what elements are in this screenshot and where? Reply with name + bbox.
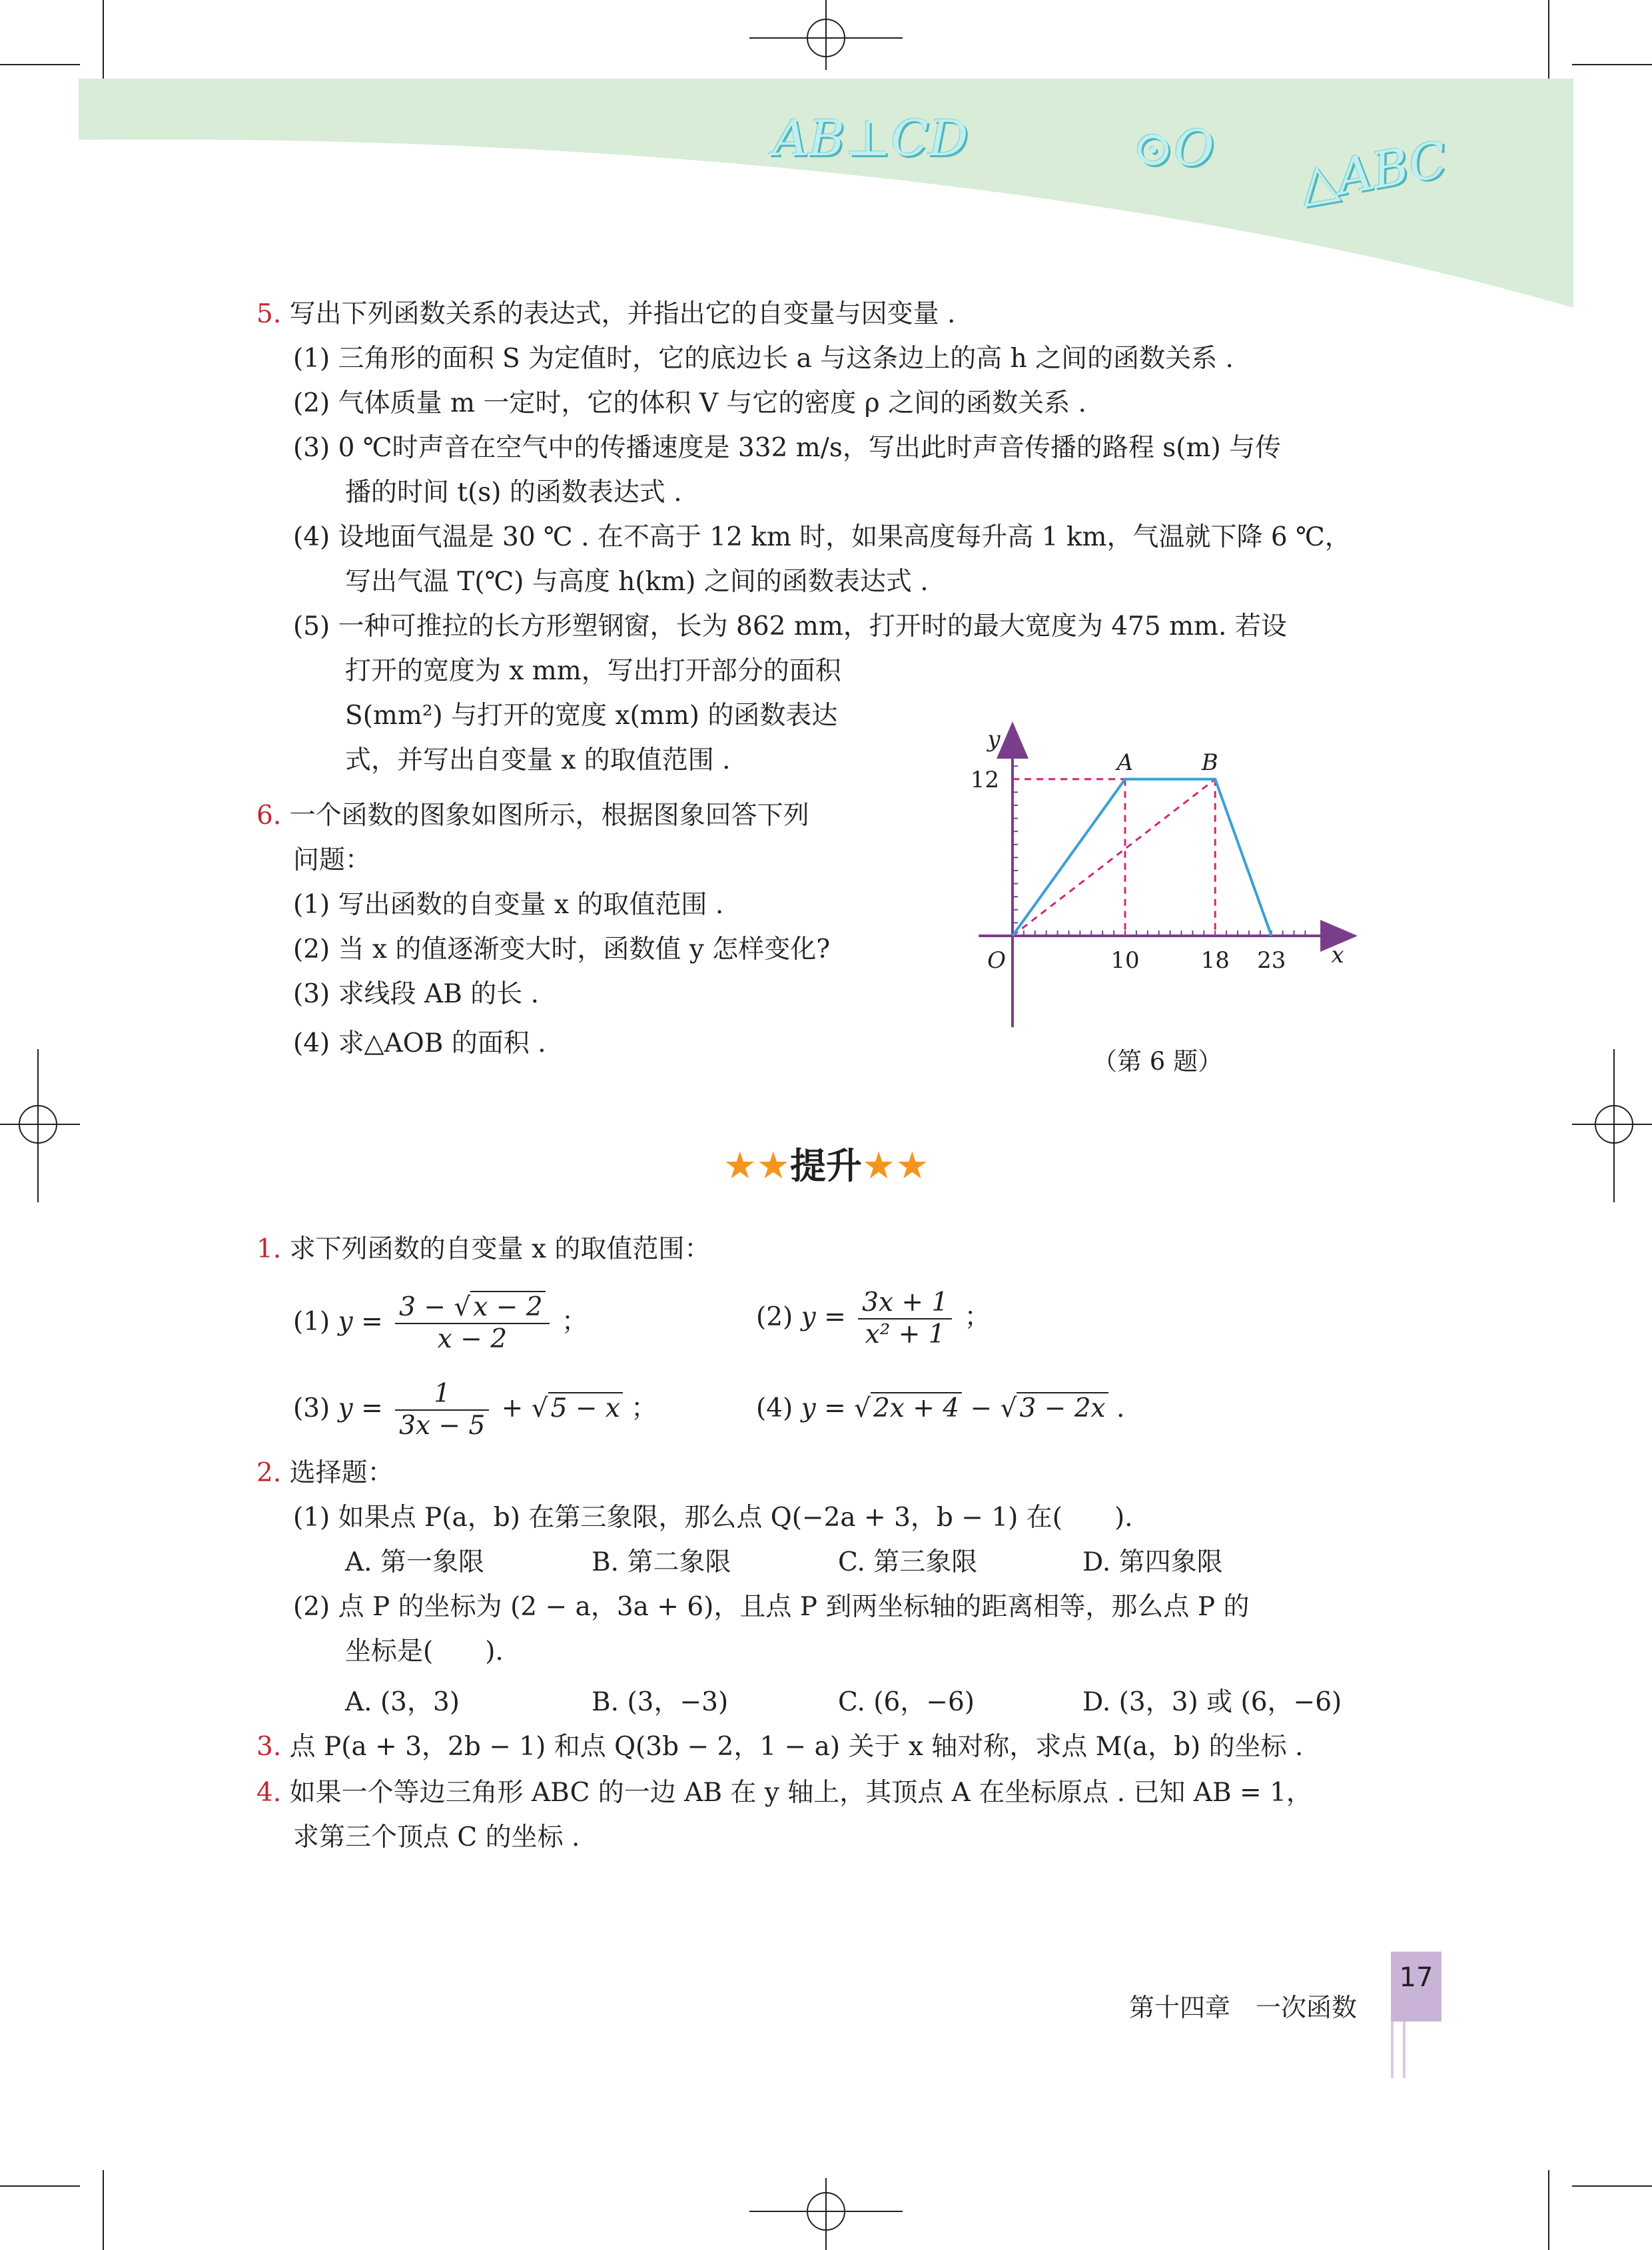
numerator: 3 − √ x − 2 <box>395 1292 549 1324</box>
label-y-axis: y <box>987 726 1001 753</box>
q5-part-3-line-1: (3) 0 ℃时声音在空气中的传播速度是 332 m/s，写出此时声音传播的路程 s(m) 与传 <box>293 433 1282 463</box>
t2-part-2-option-a: A. (3，3) <box>345 1687 460 1717</box>
q6-part-1: (1) 写出函数的自变量 x 的取值范围 . <box>293 890 724 920</box>
radicand: 2x + 4 <box>871 1392 962 1423</box>
t2-part-1: (1) 如果点 P(a，b) 在第三象限，那么点 Q(−2a + 3，b − 1) 在( ). <box>293 1503 1133 1533</box>
t1-stem <box>256 1232 710 1267</box>
q5-stem-text: 写出下列函数关系的表达式，并指出它的自变量与因变量 . <box>289 299 956 329</box>
t1-formula-4: (4) y = √ 2x + 4 − √ 3 − 2x . <box>756 1393 1125 1423</box>
header-symbol-circle: ⊙O <box>1132 120 1214 177</box>
t1-formula-2 <box>756 1284 991 1351</box>
numerator: 3x + 1 <box>858 1288 952 1319</box>
numerator: 1 <box>395 1379 489 1411</box>
label-x-axis: x <box>1331 942 1344 968</box>
star-icon: ★★ <box>723 1144 790 1188</box>
header-symbol-triangle: △ABC <box>1295 131 1451 213</box>
t2-part-2-option-c: C. (6，−6) <box>838 1687 975 1717</box>
q6-stem-text: 一个函数的图象如图所示，根据图象回答下列 <box>289 801 809 831</box>
page-tab-stripe <box>1391 2022 1442 2078</box>
fraction <box>858 1288 952 1350</box>
formula-y: y = <box>338 1307 383 1337</box>
t2-part-1-option-a: A. 第一象限 <box>345 1547 484 1577</box>
tick-label-y12: 12 <box>970 766 999 793</box>
q6-figure-caption: （第 6 题） <box>1092 1047 1223 1076</box>
q5-part-4-line-1: (4) 设地面气温是 30 ℃ . 在不高于 12 km 时，如果高度每升高 1 km，气温就下降 6 ℃， <box>293 522 1351 552</box>
q5-part-5-line-4: 式，并写出自变量 x 的取值范围 . <box>345 745 731 775</box>
q6-part-2: (2) 当 x 的值逐渐变大时，函数值 y 怎样变化? <box>293 935 831 964</box>
q5-part-5-line-3: S(mm²) 与打开的宽度 x(mm) 的函数表达 <box>345 701 838 731</box>
q5-part-5-line-2: 打开的宽度为 x mm，写出打开部分的面积 <box>345 656 841 686</box>
q5-part-4-line-2: 写出气温 T(℃) 与高度 h(km) 之间的函数表达式 . <box>345 567 929 597</box>
function-line <box>1013 779 1272 936</box>
radicand: 3 − 2x <box>1017 1392 1108 1423</box>
q6-number: 6. <box>256 801 282 831</box>
q6-stem-cont: 问题： <box>293 845 372 875</box>
section-title: 提升 <box>790 1145 862 1187</box>
formula-label: (1) <box>293 1307 330 1337</box>
formula-end: ； <box>562 1307 588 1337</box>
formula-end: ； <box>964 1302 991 1332</box>
denominator: x² + 1 <box>865 1319 945 1349</box>
tick-label-x10: 10 <box>1110 947 1140 974</box>
q6-part-4: (4) 求△AOB 的面积 . <box>293 1028 546 1058</box>
plus-sign: + <box>501 1393 524 1423</box>
t1-number: 1. <box>256 1234 282 1264</box>
q5-number: 5. <box>256 299 282 329</box>
t1-formula-1 <box>293 1289 588 1355</box>
fraction <box>395 1292 549 1355</box>
t4-text-cont: 求第三个顶点 C 的坐标 . <box>293 1822 580 1852</box>
t2-part-2-option-b: B. (3，−3) <box>592 1687 729 1717</box>
t3-number: 3. <box>256 1732 282 1762</box>
t4-item <box>256 1776 1312 1810</box>
formula-label: (4) <box>756 1393 793 1423</box>
section-heading <box>0 1144 1652 1197</box>
formula-label: (2) <box>756 1302 793 1332</box>
label-point-a: A <box>1116 749 1134 776</box>
segment-ob-dashed <box>1013 779 1215 936</box>
tick-label-x18: 18 <box>1200 947 1230 974</box>
q5-part-2: (2) 气体质量 m 一定时，它的体积 V 与它的密度 ρ 之间的函数关系 . <box>293 388 1086 418</box>
formula-y: y = <box>801 1302 846 1332</box>
t2-part-1-option-c: C. 第三象限 <box>838 1547 978 1577</box>
q5-part-3-line-2: 播的时间 t(s) 的函数表达式 . <box>345 478 682 508</box>
denominator: 3x − 5 <box>399 1411 486 1441</box>
t1-stem-text: 求下列函数的自变量 x 的取值范围： <box>289 1234 711 1264</box>
fraction <box>395 1379 489 1441</box>
formula-end: ； <box>631 1393 657 1423</box>
t2-part-1-option-b: B. 第二象限 <box>592 1547 731 1577</box>
q6-part-3: (3) 求线段 AB 的长 . <box>293 979 540 1009</box>
formula-y: y = <box>338 1393 383 1423</box>
q6-figure <box>953 679 1366 1052</box>
header-symbol-perpendicular: AB⊥CD <box>773 110 969 167</box>
q6-stem <box>256 799 809 833</box>
minus-sign: − <box>970 1393 993 1423</box>
tick-label-x23: 23 <box>1257 947 1286 974</box>
t4-number: 4. <box>256 1778 282 1808</box>
label-point-b: B <box>1201 749 1218 776</box>
t3-item <box>256 1730 1303 1764</box>
formula-label: (3) <box>293 1393 330 1423</box>
radicand: 5 − x <box>548 1392 623 1423</box>
t2-stem-text: 选择题： <box>289 1458 394 1488</box>
t2-part-1-option-d: D. 第四象限 <box>1082 1547 1223 1577</box>
t2-part-2-line-2: 坐标是( ). <box>345 1637 504 1667</box>
denominator: x − 2 <box>437 1324 508 1354</box>
t2-stem <box>256 1456 394 1491</box>
t4-text: 如果一个等边三角形 ABC 的一边 AB 在 y 轴上，其顶点 A 在坐标原点 . 已知 AB = 1， <box>289 1778 1312 1808</box>
formula-end: . <box>1116 1393 1125 1423</box>
q5-part-5-line-1: (5) 一种可推拉的长方形塑钢窗，长为 862 mm，打开时的最大宽度为 475 mm. 若设 <box>293 611 1287 641</box>
radicand: x − 2 <box>470 1291 545 1322</box>
q5-part-1: (1) 三角形的面积 S 为定值时，它的底边长 a 与这条边上的高 h 之间的函数关系 . <box>293 344 1234 374</box>
t1-formula-3: (3) y = $\frac{1}{3x - 5}$ + √ 5 − x ； <box>293 1379 657 1441</box>
numerator-a: 3 − <box>399 1292 446 1322</box>
page-number: 17 <box>1399 1962 1434 1993</box>
footer-chapter: 第十四章 一次函数 <box>1129 1993 1358 2022</box>
star-icon: ★★ <box>862 1144 929 1188</box>
t2-part-2-line-1: (2) 点 P 的坐标为 (2 − a，3a + 6)，且点 P 到两坐标轴的距离相等，那么点 P 的 <box>293 1592 1250 1622</box>
q5-stem <box>256 297 955 332</box>
t2-part-2-option-d: D. (3，3) 或 (6，−6) <box>1082 1687 1342 1717</box>
label-origin: O <box>987 947 1006 974</box>
t3-text: 点 P(a + 3，2b − 1) 和点 Q(3b − 2，1 − a) 关于 x 轴对称，求点 M(a，b) 的坐标 . <box>289 1732 1304 1762</box>
t2-number: 2. <box>256 1458 282 1488</box>
formula-y: y = <box>801 1393 846 1423</box>
